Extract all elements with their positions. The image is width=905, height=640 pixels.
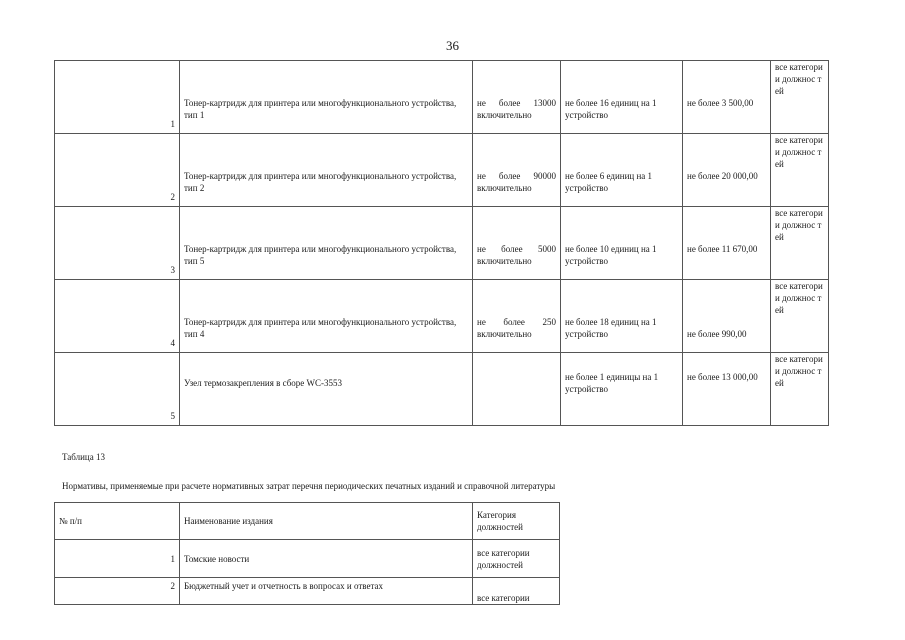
item-category: все категори и должнос тей [771, 353, 829, 426]
row-number: 2 [55, 134, 180, 207]
row-number: 3 [55, 207, 180, 280]
header-category: Категория должностей [473, 503, 560, 540]
item-quantity: не более 5000 включительно [473, 207, 561, 280]
item-quantity: не более 13000 включительно [473, 61, 561, 134]
edition-name: Бюджетный учет и отчетность в вопросах и ответах [180, 578, 473, 605]
row-number: 2 [55, 578, 180, 605]
item-quantity: не более 250 включительно [473, 280, 561, 353]
page-number: 36 [446, 38, 459, 53]
table-row [55, 207, 829, 280]
periodicals-table [54, 502, 560, 605]
row-number: 5 [55, 353, 180, 426]
item-price: не более 20 000,00 [683, 134, 771, 207]
item-category: все категори и должнос тей [771, 207, 829, 280]
consumables-table [54, 60, 829, 426]
item-name: Узел термозакрепления в сборе WC-3553 [180, 353, 473, 426]
item-limit: не более 6 единиц на 1 устройство [561, 134, 683, 207]
item-quantity: не более 90000 включительно [473, 134, 561, 207]
item-limit: не более 1 единицы на 1 устройство [561, 353, 683, 426]
table-row [55, 540, 560, 578]
table-row [55, 61, 829, 134]
header-num: № п/п [55, 503, 180, 540]
item-category: все категори и должнос тей [771, 134, 829, 207]
item-name: Тонер-картридж для принтера или многофункционального устройства, тип 4 [180, 280, 473, 353]
item-category: все категори и должнос тей [771, 61, 829, 134]
row-number: 4 [55, 280, 180, 353]
header-name: Наименование издания [180, 503, 473, 540]
item-price: не более 13 000,00 [683, 353, 771, 426]
item-price: не более 990,00 [683, 280, 771, 353]
table-row [55, 134, 829, 207]
item-name: Тонер-картридж для принтера или многофункционального устройства, тип 2 [180, 134, 473, 207]
table-header-row [55, 503, 560, 540]
row-number: 1 [55, 61, 180, 134]
item-limit: не более 10 единиц на 1 устройство [561, 207, 683, 280]
item-price: не более 3 500,00 [683, 61, 771, 134]
edition-name: Томские новости [180, 540, 473, 578]
item-limit: не более 18 единиц на 1 устройство [561, 280, 683, 353]
table-row [55, 353, 829, 426]
item-limit: не более 16 единиц на 1 устройство [561, 61, 683, 134]
edition-category: все категории [473, 578, 560, 605]
item-name: Тонер-картридж для принтера или многофункционального устройства, тип 5 [180, 207, 473, 280]
table-label: Таблица 13 [62, 452, 105, 462]
table-row [55, 578, 560, 605]
item-category: все категори и должнос тей [771, 280, 829, 353]
row-number: 1 [55, 540, 180, 578]
item-name: Тонер-картридж для принтера или многофункционального устройства, тип 1 [180, 61, 473, 134]
item-quantity [473, 353, 561, 426]
table-row [55, 280, 829, 353]
item-price: не более 11 670,00 [683, 207, 771, 280]
table-title: Нормативы, применяемые при расчете нормативных затрат перечня периодических печатных изданий и справочной литературы [62, 481, 556, 491]
edition-category: все категории должностей [473, 540, 560, 578]
